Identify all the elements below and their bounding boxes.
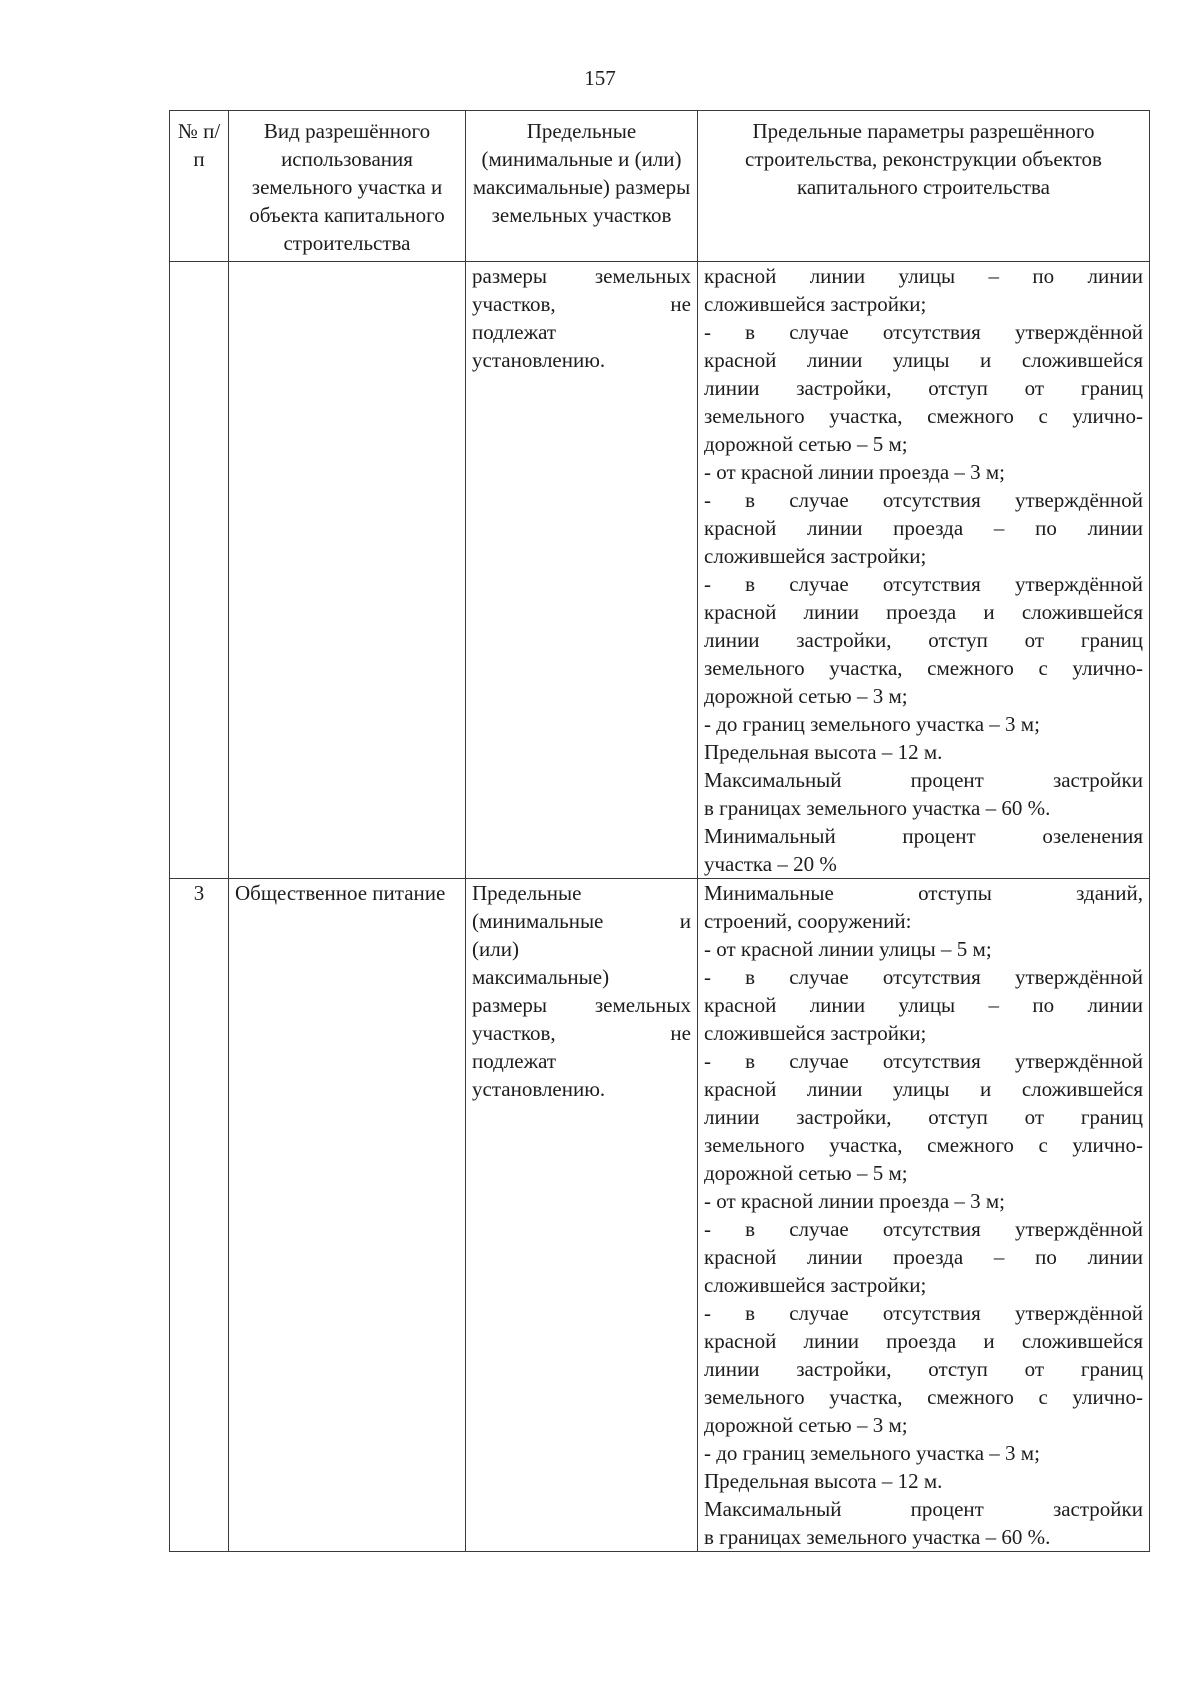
cell-line: дорожной сетью – 3 м; <box>704 684 908 708</box>
cell-line: Минимальный процент озеленения <box>704 824 1143 848</box>
cell-line: размеры земельных <box>472 993 691 1017</box>
cell-line: - в случае отсутствия утверждённой <box>704 572 1143 596</box>
cell-line: Минимальные отступы зданий, <box>704 881 1143 905</box>
cell-line: - от красной линии улицы – 5 м; <box>704 937 992 961</box>
cell-line: в границах земельного участка – 60 %. <box>704 796 1051 820</box>
row-number <box>170 262 229 879</box>
row-build-params <box>698 879 1150 1552</box>
cell-line: красной линии улицы – по линии <box>704 993 1143 1017</box>
cell-line: дорожной сетью – 3 м; <box>704 1413 908 1437</box>
cell-line: сложившейся застройки; <box>704 544 927 568</box>
cell-line: красной линии проезда и сложившейся <box>704 1329 1143 1353</box>
cell-line: красной линии проезда и сложившейся <box>704 600 1143 624</box>
cell-line: Максимальный процент застройки <box>704 768 1143 792</box>
cell-line: красной линии улицы и сложившейся <box>704 1077 1143 1101</box>
cell-line: линии застройки, отступ от границ <box>704 1105 1143 1129</box>
cell-line: - в случае отсутствия утверждённой <box>704 1049 1143 1073</box>
cell-line: линии застройки, отступ от границ <box>704 628 1143 652</box>
cell-line: - в случае отсутствия утверждённой <box>704 965 1143 989</box>
cell-line: - до границ земельного участка – 3 м; <box>704 712 1040 736</box>
row-build-params <box>698 262 1150 879</box>
cell-line: - в случае отсутствия утверждённой <box>704 488 1143 512</box>
cell-line: максимальные) <box>472 965 610 989</box>
cell-line: подлежат <box>472 1049 557 1073</box>
cell-line: строений, сооружений: <box>704 909 912 933</box>
cell-line: красной линии улицы и сложившейся <box>704 348 1143 372</box>
cell-line: красной линии проезда – по линии <box>704 516 1143 540</box>
cell-line: красной линии улицы – по линии <box>704 264 1143 288</box>
cell-line: дорожной сетью – 5 м; <box>704 432 908 456</box>
cell-line: установлению. <box>472 348 606 372</box>
cell-line: (или) <box>472 937 519 961</box>
header-plot-size: Предельные (минимальные и (или) максимальные) размеры земельных участков <box>466 111 698 262</box>
cell-line: Предельная высота – 12 м. <box>704 1469 943 1493</box>
row-plot-size <box>466 879 698 1552</box>
page-number: 157 <box>584 66 616 90</box>
cell-line: подлежат <box>472 320 557 344</box>
cell-line: размеры земельных <box>472 264 691 288</box>
cell-line: Предельная высота – 12 м. <box>704 740 943 764</box>
cell-line: участка – 20 % <box>704 852 837 876</box>
cell-line: установлению. <box>472 1077 606 1101</box>
cell-line: сложившейся застройки; <box>704 1273 927 1297</box>
header-number: № п/п <box>170 111 229 262</box>
cell-line: - до границ земельного участка – 3 м; <box>704 1441 1040 1465</box>
row-use-type <box>229 262 466 879</box>
cell-line: (минимальные и <box>472 909 691 933</box>
cell-line: земельного участка, смежного с улично- <box>704 1385 1143 1409</box>
header-use-type: Вид разрешённого использования земельного участка и объекта капитального строительства <box>229 111 466 262</box>
cell-line: земельного участка, смежного с улично- <box>704 404 1143 428</box>
row-number: 3 <box>170 879 229 1552</box>
cell-line: Максимальный процент застройки <box>704 1497 1143 1521</box>
table-header <box>170 111 1150 262</box>
cell-line: участков, не <box>472 1021 691 1045</box>
cell-line: красной линии проезда – по линии <box>704 1245 1143 1269</box>
cell-line: сложившейся застройки; <box>704 292 927 316</box>
cell-line: в границах земельного участка – 60 %. <box>704 1525 1051 1549</box>
cell-line: Предельные <box>472 881 582 905</box>
cell-line: участков, не <box>472 292 691 316</box>
cell-line: - от красной линии проезда – 3 м; <box>704 460 1006 484</box>
cell-line: - от красной линии проезда – 3 м; <box>704 1189 1006 1213</box>
cell-line: - в случае отсутствия утверждённой <box>704 1301 1143 1325</box>
table-row <box>170 879 1150 1552</box>
row-plot-size <box>466 262 698 879</box>
cell-line: дорожной сетью – 5 м; <box>704 1161 908 1185</box>
cell-line: земельного участка, смежного с улично- <box>704 656 1143 680</box>
table-row <box>170 262 1150 879</box>
zoning-parameters-table <box>169 110 1150 1552</box>
row-use-type: Общественное питание <box>229 879 466 1552</box>
cell-line: линии застройки, отступ от границ <box>704 376 1143 400</box>
cell-line: - в случае отсутствия утверждённой <box>704 320 1143 344</box>
header-build-params: Предельные параметры разрешённого строительства, реконструкции объектов капитального строительства <box>698 111 1150 262</box>
cell-line: линии застройки, отступ от границ <box>704 1357 1143 1381</box>
cell-line: - в случае отсутствия утверждённой <box>704 1217 1143 1241</box>
cell-line: земельного участка, смежного с улично- <box>704 1133 1143 1157</box>
cell-line: сложившейся застройки; <box>704 1021 927 1045</box>
